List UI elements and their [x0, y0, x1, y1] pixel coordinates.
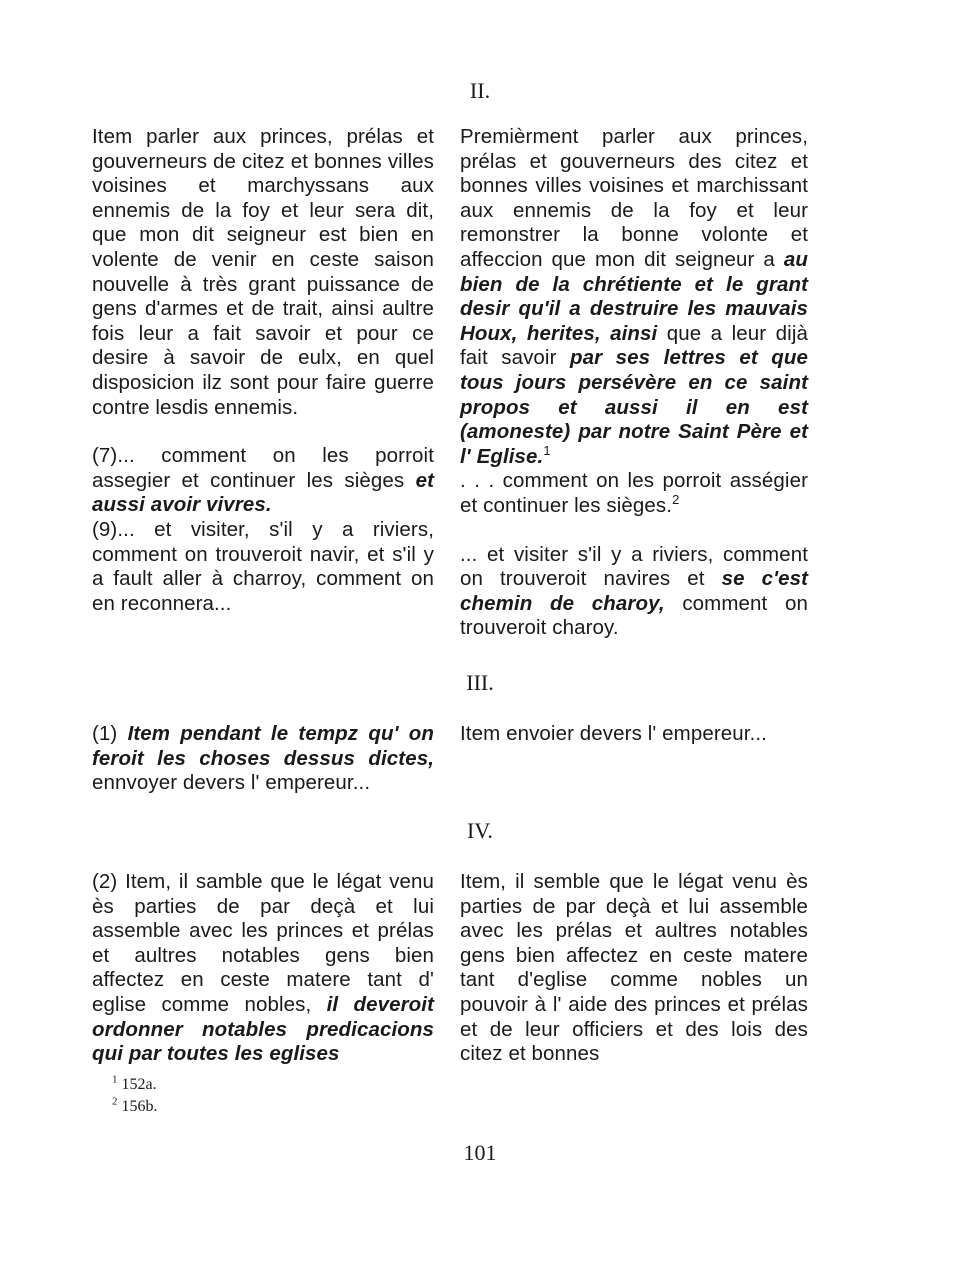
section-ii-left-para-3: (9)... et visiter, s'il y a riviers, comment on trouveroit navir, et s'il y a fault aller à charroy, comment on en reconnera... [92, 517, 434, 615]
section-ii-left-italic: et aussi avoir vivres. [92, 468, 434, 517]
section-iv-left-italic: il deveroit ordonner notables predicacions qui par toutes les eglises [92, 992, 434, 1066]
section-ii-left-text: (7)... comment on les porroit assegier et continuer les sièges [92, 444, 434, 492]
section-ii-right-para-2 [460, 469, 808, 518]
section-ii-right-italic-c: se c'est chemin de charoy, [460, 567, 808, 615]
section-iii-left-column [92, 722, 434, 796]
section-ii-right-text-c: . . . comment on les porroit asségier et continuer les sièges. [460, 469, 808, 517]
section-ii-left-para-1: Item parler aux princes, prélas et gouverneurs de citez et bonnes villes voisines et marchyssans aux ennemis de la foy et leur sera dit, que mon dit seigneur est bien en volente de venir en ceste saison nouvelle à très grant puissance de gens d'armes et de trait, ainsi aultre fois leur a fait savoir et pour ce desire à savoir de eulx, en quel disposicion ilz sont pour faire guerre contre lesdis ennemis. [92, 125, 434, 419]
section-iv-right-para: Item, il semble que le légat venu ès parties de par deçà et lui assemble avec les prélas et aultres notables gens bien affectez en ceste matere tant d'eglise comme nobles un pouvoir à l' aide des princes et prélas et de leur officiers et des lois des citez et bonnes [460, 870, 808, 1066]
section-iii-right-para: Item envoier devers l' empereur... [460, 722, 767, 745]
section-iv-right-column [460, 870, 808, 1067]
section-heading-ii: II. [469, 78, 491, 103]
section-iii-left-text: ennvoyer devers l' empereur... [92, 771, 371, 795]
section-iii-left-italic: Item pendant le tempz qu' on feroit les choses dessus dictes, [92, 722, 435, 770]
section-iii-left-num: (1) [92, 722, 118, 745]
section-ii-right-text-d: ... et visiter s'il y a riviers, comment on trouveroit navires et [460, 542, 808, 591]
footnotes [112, 1074, 158, 1118]
footnote-1-text: 152a. [121, 1076, 157, 1093]
section-ii-right-italic-a: au bien de la chrétiente et le grant desir qu'il a destruire les mauvais Houx, herites, ainsi [460, 247, 808, 345]
section-ii-right-para-3 [460, 543, 808, 641]
section-iii-right-column [460, 722, 808, 747]
footnote-ref-2: 2 [672, 492, 680, 508]
section-heading-iv: IV. [467, 818, 493, 843]
section-iv-left-text: (2) Item, il samble que le légat venu ès parties de par deçà et lui assemble avec les princes et prélas et aultres notables gens bien affectez en ceste matere tant d' eglise comme nobles, [92, 870, 434, 1016]
footnote-1 [112, 1074, 158, 1096]
footnote-2-mark: 2 [112, 1095, 118, 1108]
section-ii-right-text-a: Premièrment parler aux princes, prélas et gouverneurs des citez et bonnes villes voisines et marchissant aux ennemis de la foy et leur remonstrer la bonne volonte et affeccion que mon dit seigneur a [460, 125, 808, 271]
section-iv-left-para [92, 870, 434, 1067]
section-iv-left-column [92, 870, 434, 1067]
section-ii-right-column [460, 125, 808, 641]
footnote-ref-1: 1 [543, 442, 551, 458]
footnote-1-mark: 1 [112, 1073, 118, 1086]
footnote-2-text: 156b. [121, 1098, 158, 1115]
section-ii-right-italic-b: par ses lettres et que tous jours persévère en ce saint propos et aussi il en est (amoneste) par notre Saint Père et l' Eglise. [460, 346, 809, 468]
page-number: 101 [463, 1140, 497, 1165]
section-heading-iii: III. [466, 670, 494, 695]
footnote-2 [112, 1096, 158, 1118]
section-ii-left-column [92, 125, 434, 616]
section-ii-right-para-1 [460, 125, 808, 469]
section-ii-right-text-e: comment on trouveroit charoy. [460, 591, 808, 640]
section-ii-left-para-2 [92, 444, 434, 518]
section-iii-left-para [92, 722, 434, 796]
section-ii-right-text-b: que a leur dijà fait savoir [460, 321, 808, 370]
